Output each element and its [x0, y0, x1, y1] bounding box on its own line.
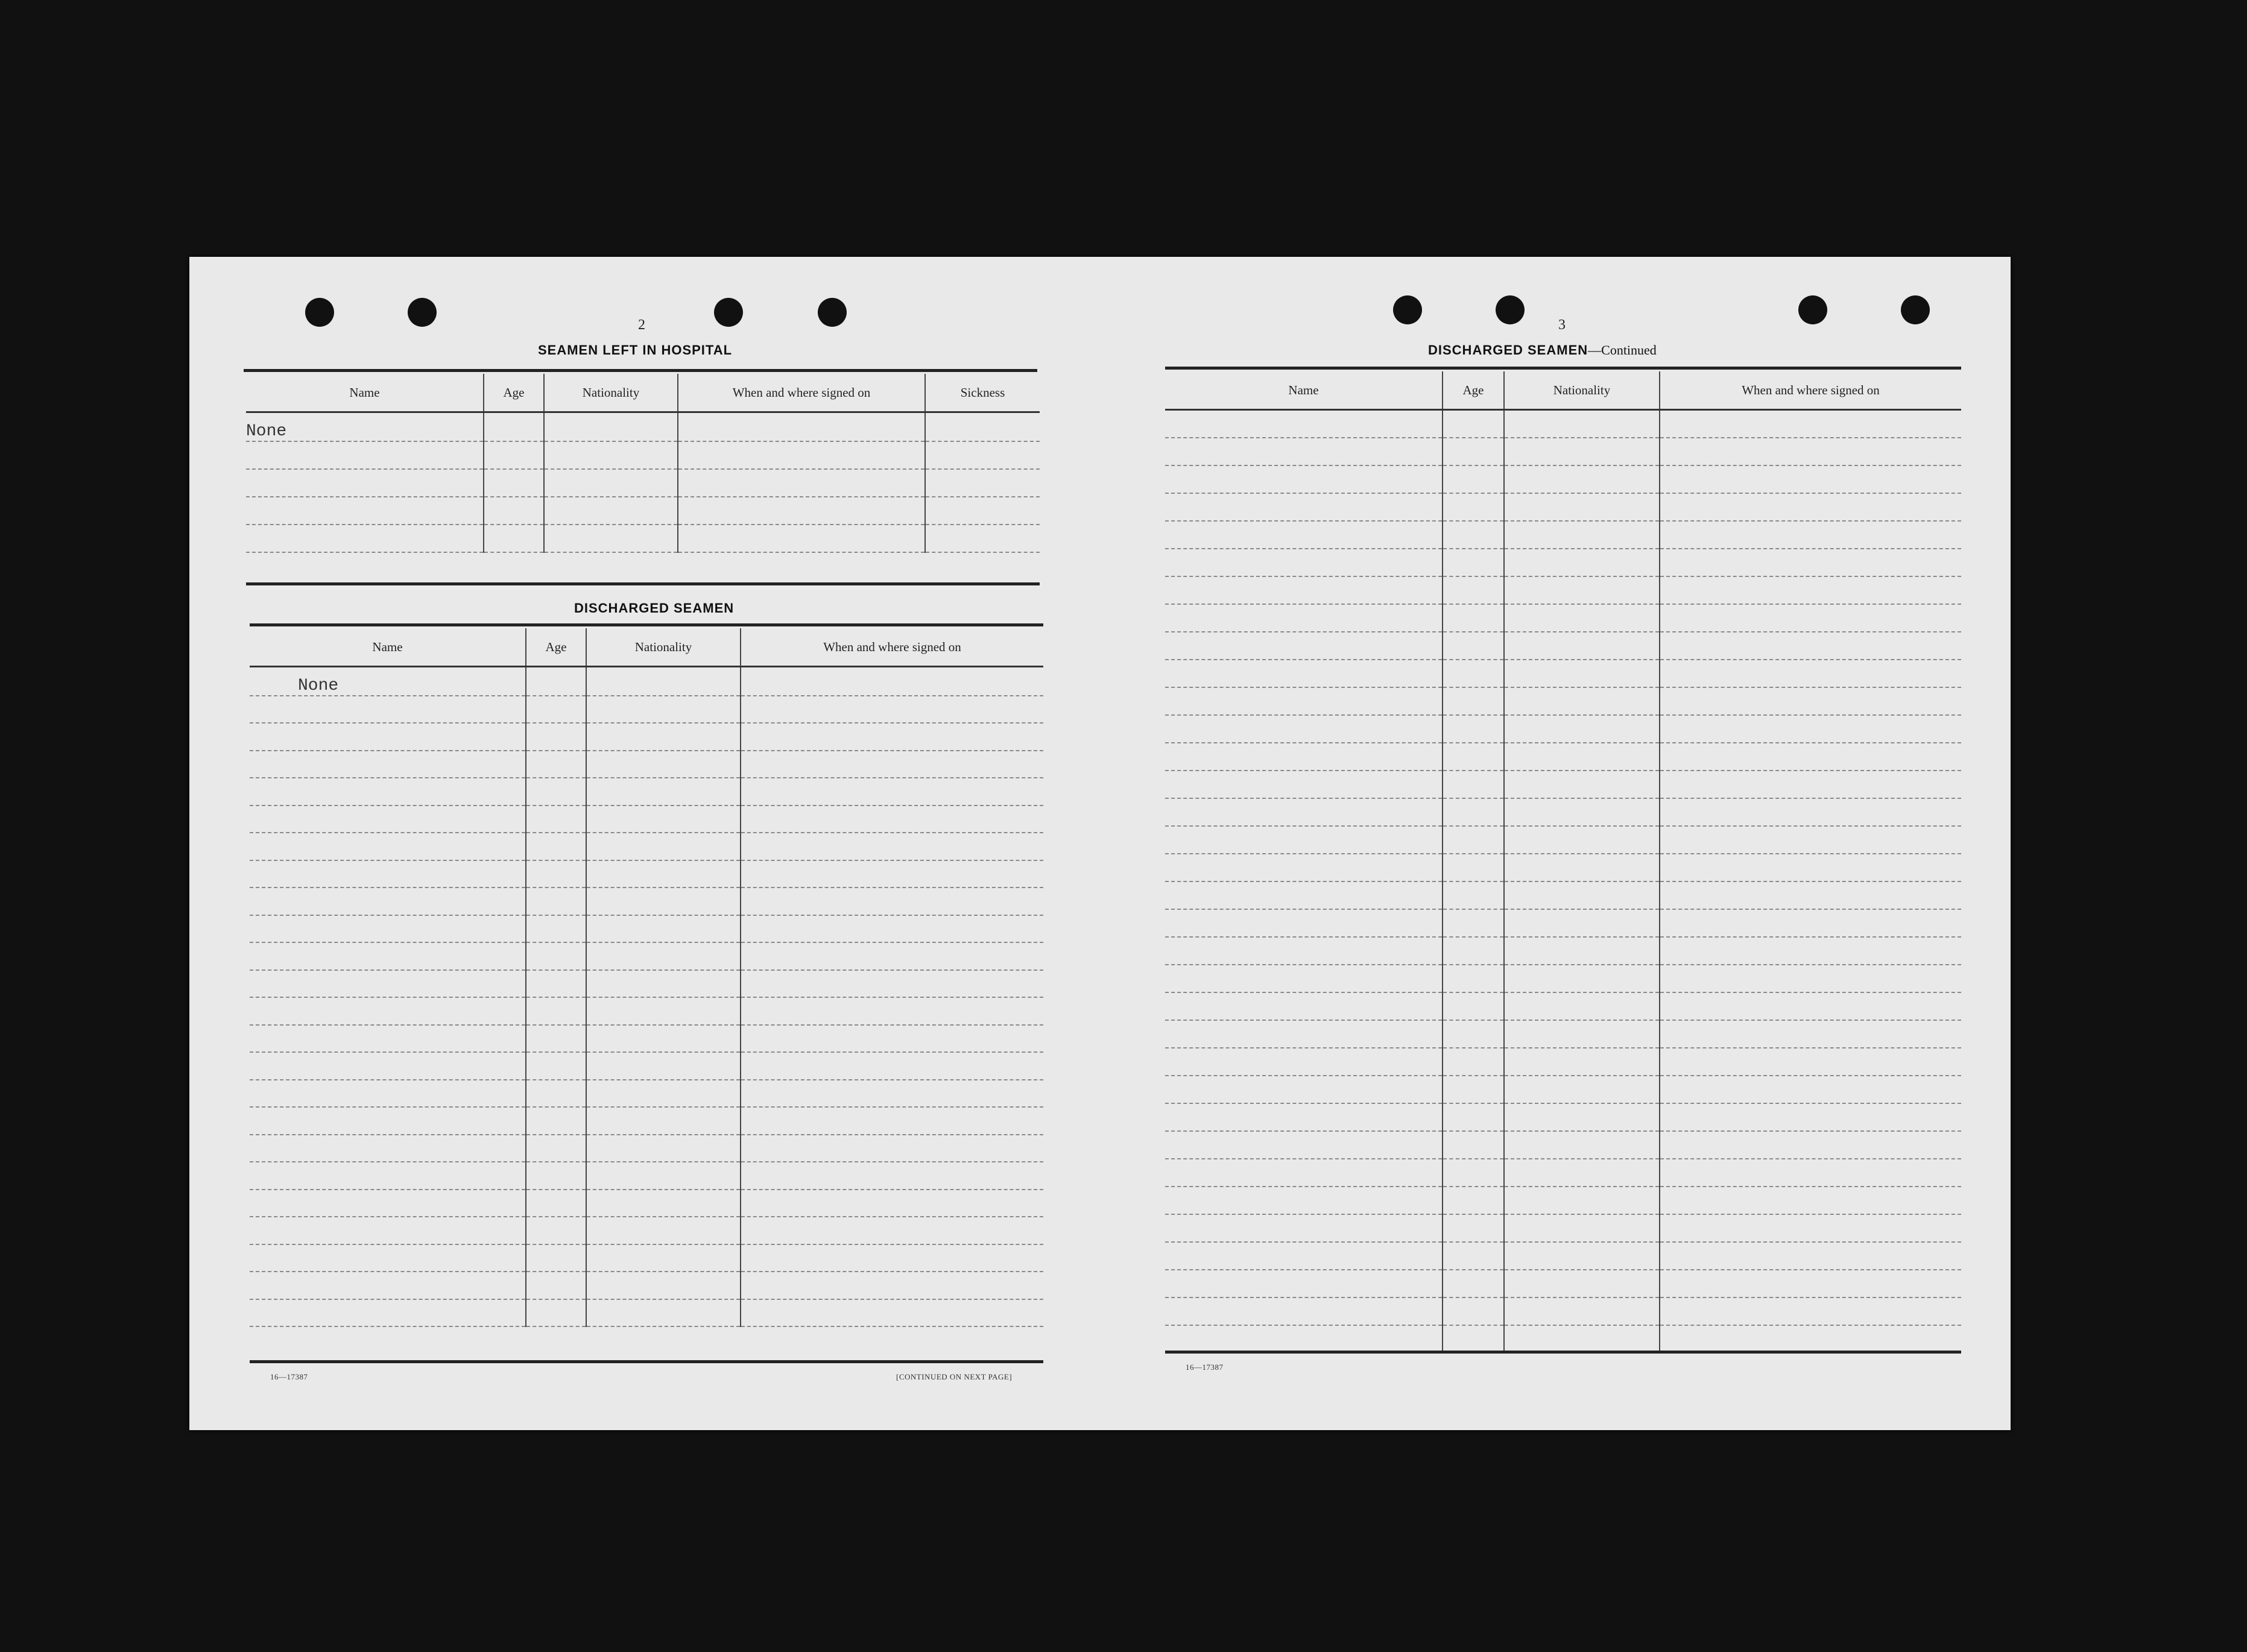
document-sheet — [189, 257, 2011, 1430]
table-row — [250, 887, 1043, 915]
right-col-signed-on: When and where signed on — [1660, 371, 1961, 410]
right-col-name: Name — [1165, 371, 1443, 410]
table-row — [1165, 521, 1961, 549]
punch-hole — [714, 298, 743, 327]
right-top-rule — [1165, 367, 1961, 370]
left-page-number: 2 — [638, 317, 645, 333]
table-row — [1165, 743, 1961, 771]
right-page-number: 3 — [1558, 317, 1566, 333]
table-row — [1165, 465, 1961, 493]
table-row — [250, 723, 1043, 751]
table-row — [1165, 1048, 1961, 1076]
hospital-col-age: Age — [484, 374, 544, 412]
table-row — [250, 751, 1043, 778]
hospital-col-sickness: Sickness — [925, 374, 1040, 412]
table-row — [250, 915, 1043, 943]
table-row — [1165, 410, 1961, 438]
right-form-number: 16—17387 — [1186, 1363, 1224, 1372]
table-row — [250, 1162, 1043, 1190]
table-row — [250, 1107, 1043, 1135]
hospital-col-name: Name — [246, 374, 484, 412]
table-row — [1165, 1131, 1961, 1159]
table-row — [1165, 1214, 1961, 1242]
table-row — [1165, 438, 1961, 465]
hospital-bottom-rule — [246, 582, 1040, 585]
discharged-col-age: Age — [526, 628, 586, 667]
table-row — [250, 667, 1043, 696]
right-discharged-table — [1165, 371, 1961, 1354]
punch-hole — [1901, 295, 1930, 324]
table-row — [1165, 992, 1961, 1020]
hospital-top-rule — [244, 369, 1037, 372]
table-row — [1165, 1159, 1961, 1187]
table-row — [250, 806, 1043, 833]
table-row — [250, 1217, 1043, 1244]
hospital-entry-name: None — [246, 412, 484, 441]
punch-hole — [818, 298, 847, 327]
table-row — [1165, 1297, 1961, 1325]
discharged-col-name: Name — [250, 628, 526, 667]
discharged-rows — [250, 667, 1043, 1327]
table-row — [1165, 687, 1961, 715]
table-row — [1165, 798, 1961, 826]
table-row — [246, 497, 1040, 525]
table-row — [250, 1272, 1043, 1299]
table-row — [246, 469, 1040, 497]
hospital-table — [246, 374, 1040, 553]
discharged-section-title: DISCHARGED SEAMEN — [574, 601, 735, 616]
hospital-rows — [246, 412, 1040, 552]
discharged-col-signed-on: When and where signed on — [741, 628, 1043, 667]
right-col-nationality: Nationality — [1504, 371, 1660, 410]
table-row — [1165, 604, 1961, 632]
table-row — [1165, 826, 1961, 854]
discharged-col-nationality: Nationality — [586, 628, 741, 667]
punch-hole — [1798, 295, 1827, 324]
discharged-bottom-rule — [250, 1360, 1043, 1363]
table-row — [250, 1299, 1043, 1327]
table-row — [246, 412, 1040, 441]
table-row — [250, 1080, 1043, 1108]
table-row — [246, 525, 1040, 552]
hospital-section-title: SEAMEN LEFT IN HOSPITAL — [538, 342, 733, 358]
right-rows — [1165, 410, 1961, 1353]
table-row — [246, 441, 1040, 469]
table-row — [250, 1052, 1043, 1080]
hospital-header-row — [246, 374, 1040, 412]
punch-hole — [408, 298, 437, 327]
table-row — [1165, 881, 1961, 909]
right-bottom-rule — [1165, 1351, 1961, 1354]
continued-note: [CONTINUED ON NEXT PAGE] — [896, 1372, 1013, 1381]
table-row — [1165, 771, 1961, 798]
table-row — [1165, 909, 1961, 937]
table-row — [250, 860, 1043, 888]
discharged-top-rule — [250, 623, 1043, 626]
discharged-table — [250, 628, 1043, 1327]
punch-hole — [1393, 295, 1422, 324]
hospital-col-signed-on: When and where signed on — [678, 374, 925, 412]
table-row — [250, 778, 1043, 806]
table-row — [250, 970, 1043, 998]
discharged-header-row — [250, 628, 1043, 667]
table-row — [250, 1190, 1043, 1217]
table-row — [250, 1025, 1043, 1053]
table-row — [250, 942, 1043, 970]
table-row — [1165, 965, 1961, 992]
table-row — [1165, 715, 1961, 743]
table-row — [250, 997, 1043, 1025]
right-col-age: Age — [1443, 371, 1504, 410]
table-row — [1165, 1020, 1961, 1048]
table-row — [1165, 854, 1961, 881]
table-row — [1165, 1187, 1961, 1214]
punch-hole — [1496, 295, 1525, 324]
hospital-col-nationality: Nationality — [544, 374, 678, 412]
table-row — [1165, 576, 1961, 604]
table-row — [250, 696, 1043, 724]
right-header-row — [1165, 371, 1961, 410]
table-row — [1165, 549, 1961, 576]
table-row — [250, 1244, 1043, 1272]
table-row — [1165, 1103, 1961, 1131]
punch-hole — [305, 298, 334, 327]
table-row — [1165, 660, 1961, 687]
right-section-title-suffix: —Continued — [1588, 342, 1657, 358]
table-row — [250, 833, 1043, 860]
left-form-number: 16—17387 — [270, 1372, 308, 1381]
table-row — [1165, 937, 1961, 965]
table-row — [1165, 632, 1961, 660]
discharged-entry-name: None — [250, 667, 526, 696]
right-section-title-main: DISCHARGED SEAMEN — [1428, 342, 1588, 358]
table-row — [1165, 1270, 1961, 1297]
table-row — [1165, 1325, 1961, 1353]
right-section-title — [1428, 342, 1657, 358]
table-row — [1165, 493, 1961, 521]
table-row — [1165, 1076, 1961, 1103]
table-row — [250, 1135, 1043, 1162]
table-row — [1165, 1242, 1961, 1270]
